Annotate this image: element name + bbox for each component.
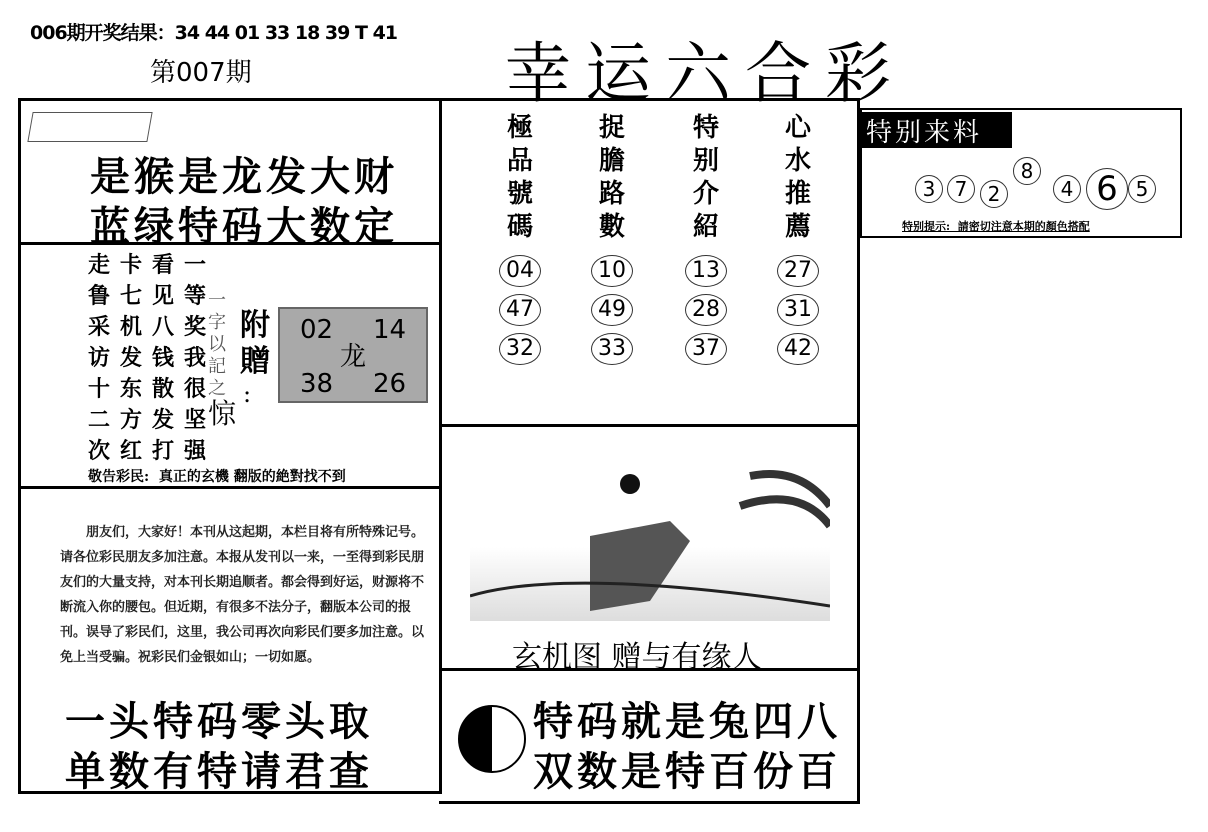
poem-char: 卡: [120, 252, 143, 278]
notice: 敬告彩民: 真正的玄機 翻版的絶對找不到: [88, 469, 346, 485]
poem-char: 八: [152, 314, 175, 340]
special-ball: 5: [1128, 175, 1156, 203]
traveler-illustration: [470, 436, 830, 621]
gift-number: 26: [372, 369, 407, 399]
middle-bottom-1: 特码就是兔四八: [533, 698, 841, 745]
hint-vertical: 一字以記之: [208, 290, 226, 399]
column-title: 特别介紹: [692, 113, 719, 242]
page-title: 幸运六合彩: [505, 35, 905, 112]
poem-char: 七: [120, 283, 143, 309]
special-ball: 6: [1086, 168, 1128, 210]
number-ball: 28: [685, 294, 727, 326]
column-title: 心水推薦: [784, 113, 811, 242]
gift-number: 02: [299, 315, 334, 345]
divider: [18, 242, 439, 245]
gift-zodiac: 龙: [339, 342, 366, 372]
poem-char: 我: [184, 345, 207, 371]
divider: [439, 424, 860, 427]
poem-char: 采: [88, 314, 111, 340]
left-bottom-2: 单数有特请君查: [65, 748, 373, 795]
poem-char: 看: [152, 252, 175, 278]
number-ball: 42: [777, 333, 819, 365]
number-ball: 10: [591, 255, 633, 287]
number-ball: 31: [777, 294, 819, 326]
divider: [439, 668, 860, 671]
gift-label: 附贈: [240, 308, 270, 379]
slogan-2: 蓝绿特码大数定: [90, 203, 398, 250]
special-ball: 7: [947, 175, 975, 203]
gift-box: [278, 307, 428, 403]
column-title: 捉膽路數: [598, 113, 625, 242]
poem-char: 打: [152, 438, 175, 464]
yin-yang-icon: [458, 705, 526, 773]
banner-stamp: [27, 112, 152, 142]
poem-char: 强: [184, 438, 207, 464]
poem-char: 一: [184, 252, 207, 278]
illustration-caption: 玄机图 赠与有缘人: [512, 640, 762, 675]
slogan-1: 是猴是龙发大财: [90, 153, 398, 200]
column-title: 極品號碼: [506, 113, 533, 242]
special-ball: 8: [1013, 157, 1041, 185]
issue-number: 第007期: [150, 58, 252, 88]
poem-char: 发: [152, 407, 175, 433]
poem-char: 鲁: [88, 283, 111, 309]
poem-char: 发: [120, 345, 143, 371]
poem-char: 走: [88, 252, 111, 278]
number-ball: 13: [685, 255, 727, 287]
number-ball: 49: [591, 294, 633, 326]
poem-char: 次: [88, 438, 111, 464]
gift-number: 38: [299, 369, 334, 399]
number-ball: 32: [499, 333, 541, 365]
last-result: 006期开奖结果：34 44 01 33 18 39 T 41: [30, 22, 398, 44]
illustration: [470, 436, 830, 621]
gift-number: 14: [372, 315, 407, 345]
left-bottom-1: 一头特码零头取: [65, 698, 373, 745]
number-ball: 37: [685, 333, 727, 365]
poem-char: 二: [88, 407, 111, 433]
poem-char: 红: [120, 438, 143, 464]
number-ball: 04: [499, 255, 541, 287]
right-title: 特别来料: [860, 112, 1012, 148]
right-tip: 特别提示: 請密切注意本期的顏色搭配: [902, 220, 1090, 233]
poem-char: 访: [88, 345, 111, 371]
divider: [18, 486, 439, 489]
number-ball: 27: [777, 255, 819, 287]
special-ball: 4: [1053, 175, 1081, 203]
poem-char: 等: [184, 283, 207, 309]
poem-char: 很: [184, 376, 207, 402]
number-ball: 33: [591, 333, 633, 365]
poem-char: 东: [120, 376, 143, 402]
poem-char: 机: [120, 314, 143, 340]
poem-char: 方: [120, 407, 143, 433]
poem-grid: [88, 252, 216, 465]
special-ball: 2: [980, 180, 1008, 208]
notice-paragraph: 朋友们，大家好！本刊从这起期，本栏目将有所特殊记号。请各位彩民朋友多加注意。本报从发刊以一来，一至得到彩民朋友们的大量支持，对本刊长期追顺者。都会得到好运，财源将不断流入你的腰包。但近期，有很多不法分子，翻版本公司的报刊。误导了彩民们，这里，我公司再次向彩民们要多加注意。以免上当受骗。祝彩民们金银如山；一切如愿。: [60, 525, 425, 665]
poem-char: 见: [152, 283, 175, 309]
poem-char: 奖: [184, 314, 207, 340]
special-ball: 3: [915, 175, 943, 203]
poem-char: 散: [152, 376, 175, 402]
hint-char: 惊: [208, 397, 237, 430]
number-ball: 47: [499, 294, 541, 326]
gift-colon: :: [243, 380, 252, 408]
poem-char: 十: [88, 376, 111, 402]
middle-bottom-2: 双数是特百份百: [533, 748, 841, 795]
poem-char: 坚: [184, 407, 207, 433]
poem-char: 钱: [152, 345, 175, 371]
